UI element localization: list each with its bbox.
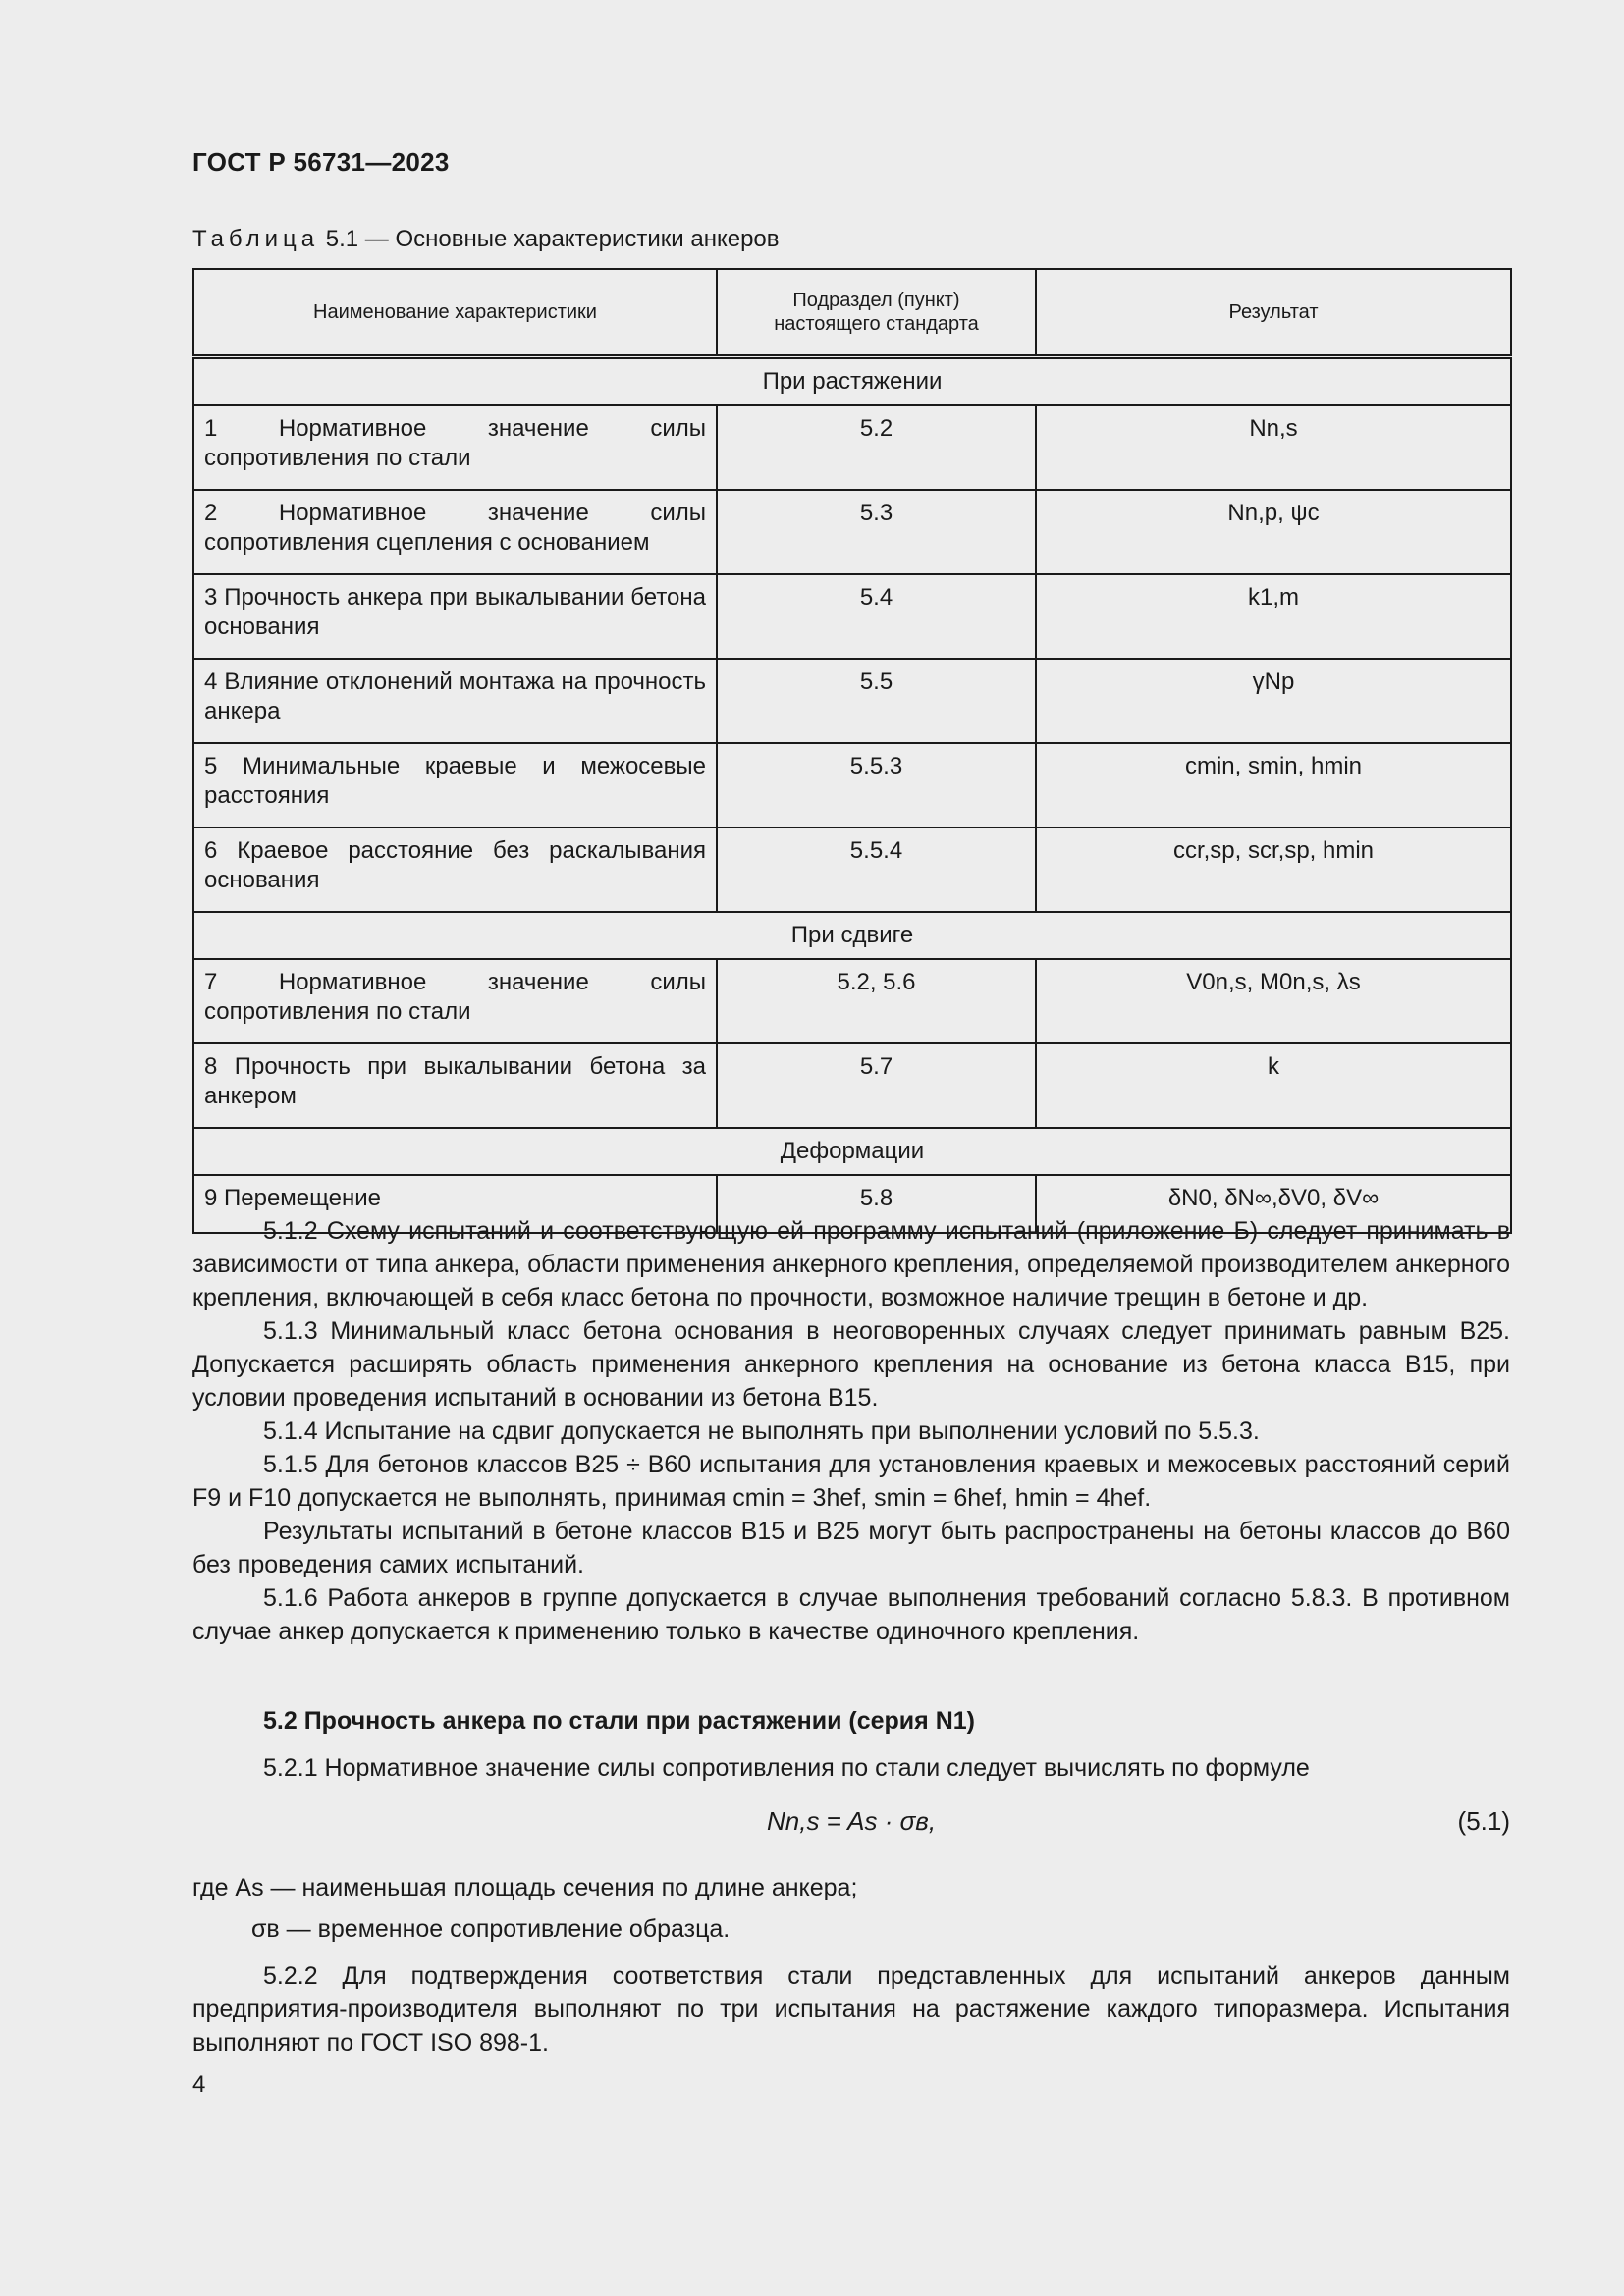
row-result: δN0, δN∞,δV0, δV∞ — [1036, 1175, 1511, 1233]
row-clause: 5.3 — [717, 490, 1036, 574]
row-clause: 5.8 — [717, 1175, 1036, 1233]
paragraph-5-1-4: 5.1.4 Испытание на сдвиг допускается не выполнять при выполнении условий по 5.5.3. — [263, 1417, 1260, 1445]
row-name: 1 Нормативное значение силы сопротивления по стали — [193, 405, 717, 490]
paragraph-5-2-2: 5.2.2 Для подтверждения соответствия стали представленных для испытаний анкеров данным предприятия-производителя выполняют по три испытания на растяжение каждого типоразмера. Испытания выполняют по ГОСТ ISO 898-1. — [192, 1962, 1510, 2056]
row-result: Nn,s — [1036, 405, 1511, 490]
row-name: 7 Нормативное значение силы сопротивления по стали — [193, 959, 717, 1043]
row-clause: 5.7 — [717, 1043, 1036, 1128]
row-name: 3 Прочность анкера при выкалывании бетона основания — [193, 574, 717, 659]
header-result: Результат — [1036, 269, 1511, 357]
document-header: ГОСТ Р 56731—2023 — [192, 147, 450, 177]
paragraph-5-2-1: 5.2.1 Нормативное значение силы сопротивления по стали следует вычислять по формуле — [263, 1754, 1310, 1782]
section-shear: При сдвиге — [193, 912, 1511, 959]
row-name: 9 Перемещение — [193, 1175, 717, 1233]
table-row — [193, 743, 1511, 828]
section-deformation: Деформации — [193, 1128, 1511, 1175]
section-tension: При растяжении — [193, 357, 1511, 406]
header-name: Наименование характеристики — [193, 269, 717, 357]
body-text-block-3 — [192, 1871, 1510, 2059]
row-clause: 5.2, 5.6 — [717, 959, 1036, 1043]
row-clause: 5.5.4 — [717, 828, 1036, 912]
formula-number: (5.1) — [1457, 1806, 1510, 1836]
row-result: k1,m — [1036, 574, 1511, 659]
row-name: 6 Краевое расстояние без раскалывания основания — [193, 828, 717, 912]
header-clause: Подраздел (пункт) настоящего стандарта — [717, 269, 1036, 357]
paragraph-5-1-2: 5.1.2 Схему испытаний и соответствующую ей программу испытаний (приложение Б) следует принимать в зависимости от типа анкера, области применения анкерного крепления, определяемой производителем анкерного крепления, включающей в себя класс бетона по прочности, возможное наличие трещин в бетоне и др. — [192, 1217, 1510, 1311]
table-row — [193, 1043, 1511, 1128]
table-row — [193, 574, 1511, 659]
body-text-block-2 — [192, 1704, 1510, 1785]
table-row — [193, 828, 1511, 912]
row-name: 8 Прочность при выкалывании бетона за анкером — [193, 1043, 717, 1128]
row-result: cmin, smin, hmin — [1036, 743, 1511, 828]
table-caption-title: 5.1 — Основные характеристики анкеров — [319, 226, 780, 252]
table-row — [193, 659, 1511, 743]
table-row — [193, 490, 1511, 574]
formula-5-1 — [192, 1806, 1510, 1845]
row-clause: 5.5 — [717, 659, 1036, 743]
table-caption — [192, 226, 780, 253]
row-result: ccr,sp, scr,sp, hmin — [1036, 828, 1511, 912]
paragraph-5-1-5-results: Результаты испытаний в бетоне классов В15 и В25 могут быть распространены на бетоны классов до В60 без проведения самих испытаний. — [192, 1518, 1510, 1578]
table-row — [193, 405, 1511, 490]
where-sigma: σв — временное сопротивление образца. — [251, 1915, 731, 1943]
row-result: Nn,p, ψc — [1036, 490, 1511, 574]
paragraph-5-1-5: 5.1.5 Для бетонов классов В25 ÷ В60 испытания для установления краевых и межосевых расстояний серий F9 и F10 допускается не выполнять, принимая cmin = 3hef, smin = 6hef, hmin = 4hef. — [192, 1451, 1510, 1512]
row-result: γNp — [1036, 659, 1511, 743]
row-result: k — [1036, 1043, 1511, 1128]
row-clause: 5.4 — [717, 574, 1036, 659]
table-row — [193, 959, 1511, 1043]
row-result: V0n,s, M0n,s, λs — [1036, 959, 1511, 1043]
paragraph-5-1-3: 5.1.3 Минимальный класс бетона основания в неоговоренных случаях следует принимать равным В25. Допускается расширять область применения анкерного крепления на основание из бетона класса В15, при условии проведения испытаний в основании из бетона В15. — [192, 1317, 1510, 1412]
characteristics-table — [192, 268, 1512, 1234]
table-caption-label: Таблица — [192, 226, 320, 252]
where-as: где As — наименьшая площадь сечения по длине анкера; — [192, 1874, 858, 1901]
body-text-block-1 — [192, 1214, 1510, 1648]
section-heading-5-2: 5.2 Прочность анкера по стали при растяжении (серия N1) — [263, 1707, 975, 1735]
formula-expression: Nn,s = As · σв, — [767, 1806, 937, 1836]
row-name: 4 Влияние отклонений монтажа на прочность анкера — [193, 659, 717, 743]
row-clause: 5.5.3 — [717, 743, 1036, 828]
paragraph-5-1-6: 5.1.6 Работа анкеров в группе допускается в случае выполнения требований согласно 5.8.3. В противном случае анкер допускается к применению только в качестве одиночного крепления. — [192, 1584, 1510, 1645]
row-name: 5 Минимальные краевые и межосевые расстояния — [193, 743, 717, 828]
page-number: 4 — [192, 2071, 206, 2098]
row-clause: 5.2 — [717, 405, 1036, 490]
row-name: 2 Нормативное значение силы сопротивления сцепления с основанием — [193, 490, 717, 574]
